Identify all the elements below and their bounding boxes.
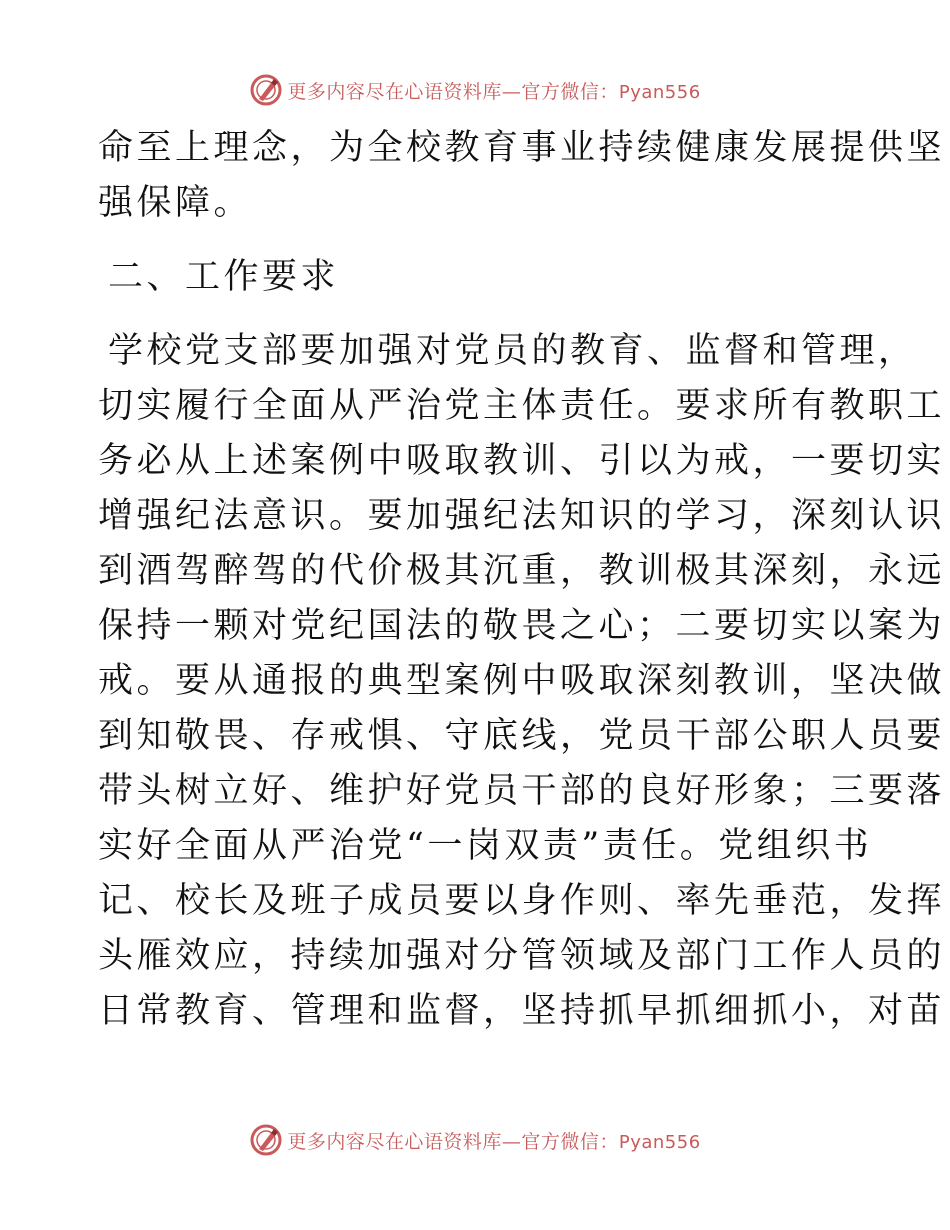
text-line: 到知敬畏、存戒惧、守底线，党员干部公职人员要: [98, 716, 946, 756]
text-line: 日常教育、管理和监督，坚持抓早抓细抓小，对苗: [98, 991, 946, 1031]
text-line: 学校党支部要加强对党员的教育、监督和管理，: [108, 331, 917, 371]
text-line: 头雁效应，持续加强对分管领域及部门工作人员的: [98, 936, 946, 976]
text-line: 实好全面从严治党“一岗双责”责任。党组织书: [98, 826, 873, 866]
text-line: 带头树立好、维护好党员干部的良好形象；三要落: [98, 771, 946, 811]
banner-site-text: 更多内容尽在心语资料库—官方微信：: [287, 1130, 619, 1153]
footer-banner: [0, 1120, 950, 1160]
pen-nib-circle-icon: [249, 1123, 283, 1157]
text-line: 切实履行全面从严治党主体责任。要求所有教职工: [98, 386, 946, 426]
banner-wechat-id: Pyan556: [618, 1131, 701, 1153]
document-body: [98, 124, 946, 1042]
banner-wechat-id: Pyan556: [618, 81, 701, 103]
text-line: 务必从上述案例中吸取教训、引以为戒，一要切实: [98, 441, 946, 481]
pen-nib-circle-icon: [249, 73, 283, 107]
text-line: 命至上理念，为全校教育事业持续健康发展提供坚: [98, 128, 946, 168]
text-line: 到酒驾醉驾的代价极其沉重，教训极其深刻，永远: [98, 551, 946, 591]
text-line: 增强纪法意识。要加强纪法知识的学习，深刻认识: [98, 496, 946, 536]
text-line: 记、校长及班子成员要以身作则、率先垂范，发挥: [98, 881, 946, 921]
banner-text: [287, 1127, 700, 1154]
banner-site-text: 更多内容尽在心语资料库—官方微信：: [287, 80, 619, 103]
banner-text: [287, 77, 700, 104]
text-line: 保持一颗对党纪国法的敬畏之心；二要切实以案为: [98, 606, 946, 646]
text-line: 戒。要从通报的典型案例中吸取深刻教训，坚决做: [98, 661, 946, 701]
section-heading: 二、工作要求: [108, 257, 340, 297]
text-line: 强保障。: [98, 183, 253, 223]
header-banner: [0, 70, 950, 110]
